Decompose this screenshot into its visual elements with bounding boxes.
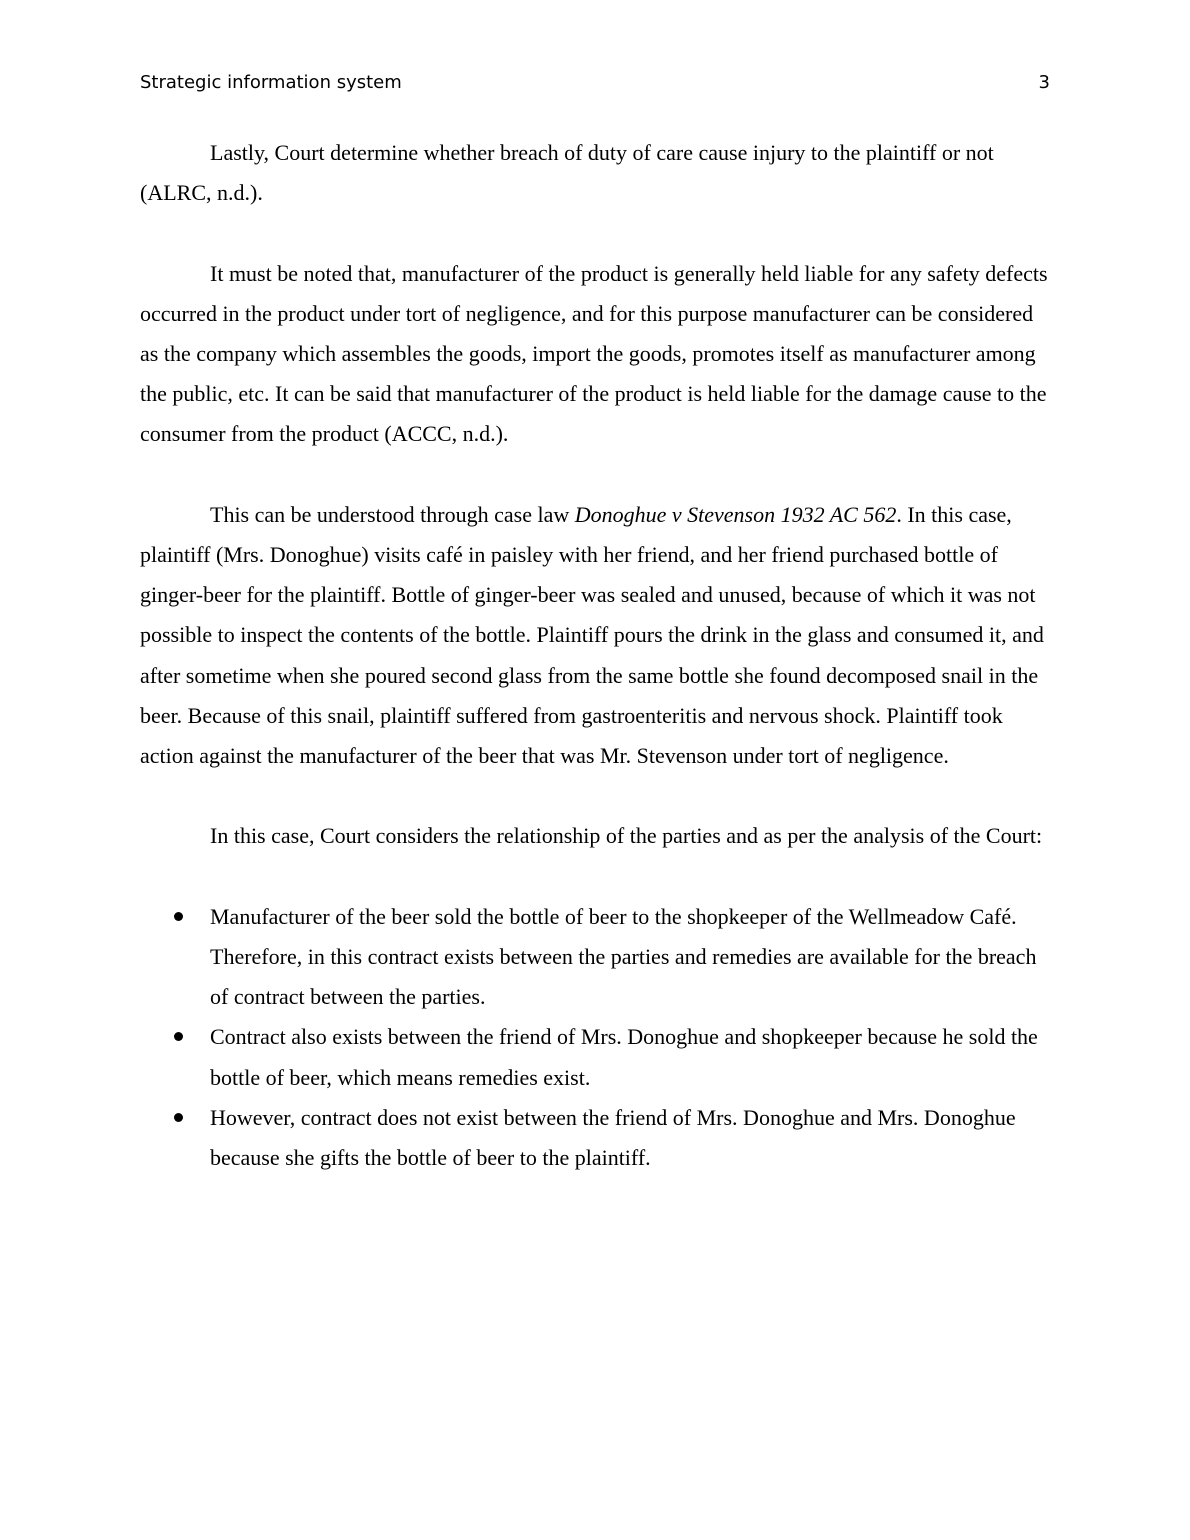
case-intro-text: This can be understood through case law [210,501,575,527]
bullet-item [140,1017,1052,1097]
bullet-text: Manufacturer of the beer sold the bottle of beer to the shopkeeper of the Wellmeadow Café. Therefore, in this contract exists between the parties and remedies are available for the breach of contract between the parties. [210,903,1037,1010]
bullet-icon [174,912,183,921]
bullet-item [140,1098,1052,1178]
bullet-icon [174,1113,183,1122]
paragraph-court-analysis: In this case, Court considers the relationship of the parties and as per the analysis of the Court: [210,823,1043,849]
bullet-item [140,897,1052,1018]
case-citation: Donoghue v Stevenson 1932 AC 562 [574,501,897,527]
paragraph-donoghue-case [140,495,1052,776]
case-facts-text: . In this case, plaintiff (Mrs. Donoghue) visits café in paisley with her friend, and her friend purchased bottle of ginger-beer for the plaintiff. Bottle of ginger-beer was sealed and unused, because of which it was not possible to inspect the contents of the bottle. Plaintiff pours the drink in the glass and consumed it, and after sometime when she poured second glass from the same bottle she found decomposed snail in the beer. Because of this snail, plaintiff suffered from gastroenteritis and nervous shock. Plaintiff took action against the manufacturer of the beer that was Mr. Stevenson under tort of negligence. [140,501,1044,769]
paragraph-manufacturer-liability: It must be noted that, manufacturer of the product is generally held liable for any safety defects occurred in the product under tort of negligence, and for this purpose manufacturer can be considered as the company which assembles the goods, import the goods, promotes itself as manufacturer among the public, etc. It can be said that manufacturer of the product is held liable for the damage cause to the consumer from the product (ACCC, n.d.). [140,260,1048,447]
bullet-text: Contract also exists between the friend of Mrs. Donoghue and shopkeeper because he sold the bottle of beer, which means remedies exist. [210,1024,1038,1090]
bullet-text: However, contract does not exist between the friend of Mrs. Donoghue and Mrs. Donoghue because she gifts the bottle of beer to the plaintiff. [210,1104,1016,1171]
bullet-icon [174,1032,183,1041]
paragraph-breach-causation: Lastly, Court determine whether breach of duty of care cause injury to the plaintiff or not (ALRC, n.d.). [140,140,994,206]
page-number: 3 [1038,72,1050,93]
running-head-title: Strategic information system [140,72,402,93]
analysis-bullet-list [140,897,1052,1178]
document-body [140,133,1052,1178]
page-header [140,70,1050,96]
